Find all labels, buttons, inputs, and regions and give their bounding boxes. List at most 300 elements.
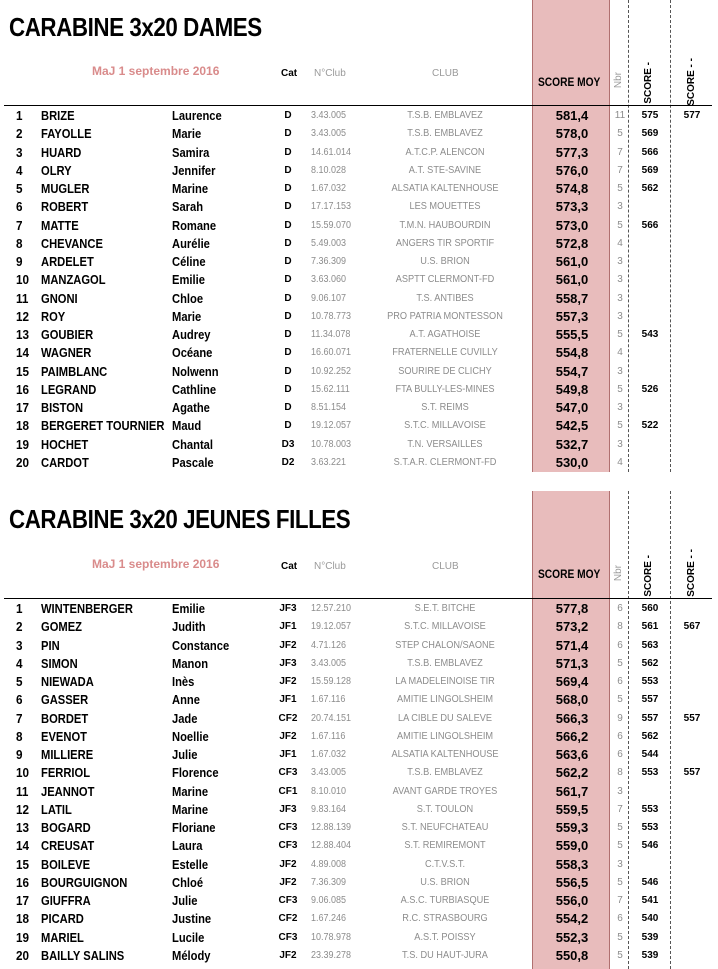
rank: 2 <box>16 619 23 635</box>
rank: 15 <box>16 363 30 379</box>
last-name: CARDOT <box>41 454 89 470</box>
header-score-moy: SCORE MOY <box>538 567 601 581</box>
rank: 8 <box>16 235 23 251</box>
rank: 5 <box>16 674 23 689</box>
first-name: Marie <box>172 308 202 324</box>
score-moy: 578,0 <box>555 126 589 142</box>
nbr: 5 <box>617 840 623 852</box>
nbr: 3 <box>617 201 623 213</box>
nbr: 5 <box>617 383 623 395</box>
club-number: 10.78.773 <box>311 310 352 322</box>
table-row <box>0 326 718 344</box>
table-row <box>0 764 718 782</box>
first-name: Marine <box>172 783 209 799</box>
rank: 2 <box>16 126 23 142</box>
score-1: 575 <box>641 110 659 121</box>
last-name: ROBERT <box>41 199 89 215</box>
rank: 17 <box>16 893 30 908</box>
nbr: 3 <box>617 858 623 870</box>
table-row <box>0 929 718 947</box>
club-number: 4.71.126 <box>311 639 347 651</box>
section-title: CARABINE 3x20 JEUNES FILLES <box>9 504 351 534</box>
score-1: 539 <box>641 949 659 961</box>
table-row <box>0 618 718 636</box>
club-number: 7.36.309 <box>311 256 347 267</box>
nbr: 3 <box>617 256 623 267</box>
score-1: 557 <box>641 694 659 706</box>
club-number: 8.10.010 <box>311 785 347 797</box>
club-name: T.S. ANTIBES <box>416 292 474 304</box>
nbr: 5 <box>617 876 623 888</box>
score-moy: 581,4 <box>555 108 589 123</box>
category: D <box>284 420 292 432</box>
score-2: 557 <box>683 712 701 724</box>
score-moy: 558,7 <box>555 290 589 306</box>
score-moy: 574,8 <box>555 181 589 196</box>
rank: 1 <box>16 601 23 616</box>
score-1: 544 <box>641 749 659 760</box>
category: D <box>284 292 292 304</box>
nbr: 8 <box>617 767 623 779</box>
table-row <box>0 801 718 819</box>
last-name: WAGNER <box>41 345 92 361</box>
score-2: 577 <box>683 110 701 121</box>
category: JF2 <box>279 676 297 687</box>
category: D <box>284 256 292 267</box>
section-dames <box>0 0 718 480</box>
header-nbr: Nbr <box>613 565 624 582</box>
club-number: 19.12.057 <box>311 420 352 432</box>
last-name: MUGLER <box>41 181 90 196</box>
last-name: BORDET <box>41 710 89 726</box>
last-name: FERRIOL <box>41 765 91 781</box>
club-name: U.S. BRION <box>420 256 470 267</box>
category: D <box>284 365 292 377</box>
last-name: CREUSAT <box>41 838 95 854</box>
rank: 6 <box>16 692 23 708</box>
first-name: Laura <box>172 838 203 854</box>
club-number: 3.43.005 <box>311 110 347 121</box>
score-moy: 561,0 <box>555 272 589 288</box>
score-moy: 552,3 <box>555 929 589 945</box>
score-moy: 532,7 <box>555 436 589 452</box>
club-number: 8.10.028 <box>311 164 347 176</box>
header-cat: Cat <box>281 561 298 572</box>
club-name: S.T. NEUFCHATEAU <box>401 822 489 833</box>
last-name: HUARD <box>41 144 82 160</box>
category: JF2 <box>279 876 297 888</box>
club-number: 1.67.116 <box>311 694 346 706</box>
category: CF3 <box>278 895 298 906</box>
table-row <box>0 381 718 399</box>
first-name: Manon <box>172 655 209 671</box>
score-moy: 572,8 <box>555 235 589 251</box>
table-row <box>0 308 718 326</box>
club-number: 8.51.154 <box>311 402 347 413</box>
category: D <box>284 274 292 286</box>
nbr: 5 <box>617 657 623 669</box>
category: CF2 <box>278 712 298 724</box>
table-row <box>0 144 718 162</box>
header-club: CLUB <box>432 561 459 572</box>
category: D <box>284 201 292 213</box>
score-1: 543 <box>641 329 659 340</box>
section-title: CARABINE 3x20 DAMES <box>9 12 262 42</box>
nbr: 6 <box>617 730 623 742</box>
table-row <box>0 125 718 143</box>
score-moy: 555,5 <box>555 327 589 342</box>
nbr: 5 <box>617 931 623 943</box>
club-name: T.S.B. EMBLAVEZ <box>407 767 483 779</box>
last-name: ROY <box>41 308 66 324</box>
score-moy: 573,3 <box>555 199 589 215</box>
first-name: Cathline <box>172 381 217 397</box>
first-name: Marie <box>172 126 202 142</box>
club-number: 3.43.005 <box>311 767 347 779</box>
score-1: 566 <box>641 219 659 231</box>
first-name: Noellie <box>172 728 209 744</box>
first-name: Jade <box>172 710 198 726</box>
last-name: BOURGUIGNON <box>41 874 128 890</box>
nbr: 6 <box>617 639 623 651</box>
category: D2 <box>281 456 295 468</box>
category: CF2 <box>278 913 298 925</box>
last-name: MATTE <box>41 217 79 233</box>
table-row <box>0 600 718 618</box>
first-name: Constance <box>172 637 230 653</box>
nbr: 6 <box>617 913 623 925</box>
rank: 14 <box>16 345 30 361</box>
first-name: Aurélie <box>172 235 210 251</box>
club-number: 9.06.085 <box>311 895 347 906</box>
last-name: NIEWADA <box>41 674 94 689</box>
last-name: GOUBIER <box>41 327 94 342</box>
nbr: 7 <box>617 895 623 906</box>
category: JF3 <box>279 803 297 815</box>
nbr: 6 <box>617 749 623 760</box>
club-name: A.T.C.P. ALENCON <box>405 146 485 158</box>
rank: 8 <box>16 728 23 744</box>
first-name: Floriane <box>172 820 216 835</box>
rank: 7 <box>16 710 23 726</box>
first-name: Chantal <box>172 436 213 452</box>
rank: 18 <box>16 418 30 434</box>
rank: 17 <box>16 400 30 415</box>
score-moy: 559,5 <box>555 801 589 817</box>
header-score-2: SCORE - - <box>686 58 697 106</box>
score-1: 561 <box>641 621 659 633</box>
first-name: Mélody <box>172 947 211 963</box>
score-2: 567 <box>683 621 701 633</box>
first-name: Justine <box>172 911 212 927</box>
header-score-moy: SCORE MOY <box>538 75 601 89</box>
club-number: 1.67.032 <box>311 183 347 194</box>
club-name: ANGERS TIR SPORTIF <box>395 237 495 249</box>
club-number: 15.59.128 <box>311 676 352 687</box>
score-moy: 559,3 <box>555 820 589 835</box>
club-number: 9.06.107 <box>311 292 347 304</box>
club-name: S.T.C. MILLAVOISE <box>404 420 486 432</box>
table-row <box>0 253 718 271</box>
score-1: 553 <box>641 803 659 815</box>
club-name: A.T. STE-SAVINE <box>408 164 482 176</box>
club-name: T.S.B. EMBLAVEZ <box>407 128 483 140</box>
club-number: 17.17.153 <box>311 201 352 213</box>
score-1: 540 <box>641 913 659 925</box>
table-row <box>0 436 718 454</box>
first-name: Laurence <box>172 108 222 123</box>
club-number: 5.49.003 <box>311 237 347 249</box>
club-number: 1.67.032 <box>311 749 347 760</box>
first-name: Inès <box>172 674 195 689</box>
first-name: Samira <box>172 144 210 160</box>
first-name: Océane <box>172 345 213 361</box>
rank: 19 <box>16 436 30 452</box>
last-name: LEGRAND <box>41 381 97 397</box>
last-name: FAYOLLE <box>41 126 92 142</box>
club-number: 3.63.060 <box>311 274 347 286</box>
club-name: SOURIRE DE CLICHY <box>398 365 492 377</box>
first-name: Audrey <box>172 327 211 342</box>
category: JF1 <box>279 694 297 706</box>
nbr: 5 <box>617 949 623 961</box>
first-name: Agathe <box>172 400 210 415</box>
rank: 18 <box>16 911 30 927</box>
table-row <box>0 892 718 910</box>
club-name: A.S.T. POISSY <box>414 931 476 943</box>
first-name: Romane <box>172 217 217 233</box>
category: D <box>284 219 292 231</box>
table-row <box>0 235 718 253</box>
last-name: WINTENBERGER <box>41 601 133 616</box>
category: JF2 <box>279 858 297 870</box>
club-number: 15.59.070 <box>311 219 352 231</box>
category: JF1 <box>279 749 297 760</box>
score-1: 562 <box>641 183 659 194</box>
club-name: T.S. DU HAUT-JURA <box>402 949 488 961</box>
score-1: 557 <box>641 712 659 724</box>
score-moy: 566,2 <box>555 728 589 744</box>
club-number: 10.78.003 <box>311 438 352 450</box>
table-row <box>0 637 718 655</box>
header-score-1: SCORE - <box>643 555 654 597</box>
club-name: LES MOUETTES <box>409 201 481 213</box>
club-name: C.T.V.S.T. <box>424 858 466 870</box>
score-moy: 568,0 <box>555 692 589 708</box>
header-cat: Cat <box>281 68 298 79</box>
last-name: EVENOT <box>41 728 87 744</box>
club-number: 23.39.278 <box>311 949 352 961</box>
category: D <box>284 183 292 194</box>
first-name: Jennifer <box>172 162 216 178</box>
category: D <box>284 110 292 121</box>
score-moy: 561,7 <box>555 783 589 799</box>
update-date: MaJ 1 septembre 2016 <box>92 64 220 78</box>
rank: 10 <box>16 765 30 781</box>
category: JF1 <box>279 621 297 633</box>
first-name: Julie <box>172 747 198 762</box>
nbr: 6 <box>617 676 623 687</box>
header-club: CLUB <box>432 68 459 79</box>
score-moy: 566,3 <box>555 710 589 726</box>
first-name: Julie <box>172 893 198 908</box>
score-moy: 530,0 <box>555 454 589 470</box>
score-moy: 558,3 <box>555 856 589 872</box>
section-jeunes-filles <box>0 491 718 969</box>
nbr: 5 <box>617 694 623 706</box>
nbr: 5 <box>617 183 623 194</box>
rank: 12 <box>16 308 30 324</box>
last-name: SIMON <box>41 655 78 671</box>
table-row <box>0 947 718 965</box>
club-number: 9.83.164 <box>311 803 347 815</box>
rank: 20 <box>16 454 30 470</box>
last-name: PICARD <box>41 911 84 927</box>
club-name: LA CIBLE DU SALEVE <box>397 712 493 724</box>
update-date: MaJ 1 septembre 2016 <box>92 557 220 571</box>
rank: 5 <box>16 181 23 196</box>
last-name: BRIZE <box>41 108 75 123</box>
rank: 1 <box>16 108 23 123</box>
last-name: PAIMBLANC <box>41 363 108 379</box>
club-number: 1.67.246 <box>311 913 347 925</box>
first-name: Emilie <box>172 601 205 616</box>
table-row <box>0 728 718 746</box>
club-number: 7.36.309 <box>311 876 347 888</box>
score-moy: 554,7 <box>555 363 589 379</box>
table-row <box>0 746 718 764</box>
club-name: AMITIE LINGOLSHEIM <box>396 730 494 742</box>
club-name: T.S.B. EMBLAVEZ <box>407 110 483 121</box>
rank: 16 <box>16 874 30 890</box>
club-name: S.T.A.R. CLERMONT-FD <box>393 456 497 468</box>
club-name: S.T. REMIREMONT <box>404 840 486 852</box>
rank: 11 <box>16 290 29 306</box>
rank: 4 <box>16 162 23 178</box>
nbr: 9 <box>617 712 623 724</box>
score-1: 522 <box>641 420 659 432</box>
table-row <box>0 290 718 308</box>
rank: 9 <box>16 747 23 762</box>
category: JF2 <box>279 949 297 961</box>
score-1: 541 <box>641 895 659 906</box>
score-moy: 571,4 <box>555 637 589 653</box>
table-row <box>0 710 718 728</box>
category: D3 <box>281 438 295 450</box>
score-moy: 563,6 <box>555 747 589 762</box>
nbr: 4 <box>617 237 623 249</box>
club-number: 12.57.210 <box>311 603 352 614</box>
score-1: 546 <box>641 840 659 852</box>
score-moy: 556,5 <box>555 874 589 890</box>
score-moy: 549,8 <box>555 381 589 397</box>
first-name: Judith <box>172 619 206 635</box>
club-name: R.C. STRASBOURG <box>402 913 488 925</box>
club-name: S.T. TOULON <box>416 803 474 815</box>
nbr: 3 <box>617 365 623 377</box>
nbr: 8 <box>617 621 623 633</box>
table-row <box>0 691 718 709</box>
first-name: Pascale <box>172 454 214 470</box>
nbr: 3 <box>617 310 623 322</box>
rank: 9 <box>16 254 23 269</box>
nbr: 3 <box>617 292 623 304</box>
rank: 10 <box>16 272 30 288</box>
table-row <box>0 874 718 892</box>
first-name: Lucile <box>172 929 205 945</box>
score-2: 557 <box>683 767 701 779</box>
first-name: Florence <box>172 765 219 781</box>
score-1: 553 <box>641 822 659 833</box>
club-name: FTA BULLY-LES-MINES <box>395 383 495 395</box>
rank: 13 <box>16 820 30 835</box>
last-name: BAILLY SALINS <box>41 947 125 963</box>
category: JF3 <box>279 603 297 614</box>
rank: 3 <box>16 144 23 160</box>
club-name: U.S. BRION <box>420 876 470 888</box>
nbr: 4 <box>617 347 623 359</box>
table-row <box>0 399 718 417</box>
rank: 16 <box>16 381 30 397</box>
score-1: 569 <box>641 164 659 176</box>
score-moy: 571,3 <box>555 655 589 671</box>
score-1: 526 <box>641 383 659 395</box>
first-name: Sarah <box>172 199 204 215</box>
first-name: Maud <box>172 418 202 434</box>
club-name: ALSATIA KALTENHOUSE <box>391 183 499 194</box>
score-moy: 562,2 <box>555 765 589 781</box>
header-nbr: Nbr <box>613 72 624 89</box>
club-number: 3.43.005 <box>311 657 347 669</box>
score-1: 546 <box>641 876 659 888</box>
last-name: GASSER <box>41 692 89 708</box>
nbr: 5 <box>617 219 623 231</box>
rank: 6 <box>16 199 23 215</box>
club-name: PRO PATRIA MONTESSON <box>387 310 503 322</box>
score-1: 562 <box>641 730 659 742</box>
club-name: AMITIE LINGOLSHEIM <box>396 694 494 706</box>
last-name: BISTON <box>41 400 84 415</box>
club-name: T.S.B. EMBLAVEZ <box>407 657 483 669</box>
club-name: A.T. AGATHOISE <box>409 329 481 340</box>
first-name: Estelle <box>172 856 209 872</box>
score-1: 553 <box>641 676 659 687</box>
club-name: ALSATIA KALTENHOUSE <box>391 749 499 760</box>
score-moy: 554,2 <box>555 911 589 927</box>
nbr: 5 <box>617 128 623 140</box>
club-number: 3.63.221 <box>311 456 347 468</box>
last-name: BOILEVE <box>41 856 91 872</box>
rank: 7 <box>16 217 23 233</box>
table-row <box>0 162 718 180</box>
score-moy: 576,0 <box>555 162 589 178</box>
score-moy: 573,0 <box>555 217 589 233</box>
score-1: 563 <box>641 639 659 651</box>
table-row <box>0 837 718 855</box>
score-moy: 557,3 <box>555 308 589 324</box>
club-name: S.E.T. BITCHE <box>414 603 476 614</box>
club-name: S.T.C. MILLAVOISE <box>404 621 486 633</box>
score-moy: 554,8 <box>555 345 589 361</box>
rank: 19 <box>16 929 30 945</box>
club-name: ASPTT CLERMONT-FD <box>395 274 495 286</box>
rank: 15 <box>16 856 30 872</box>
club-number: 16.60.071 <box>311 347 352 359</box>
table-row <box>0 363 718 381</box>
score-moy: 569,4 <box>555 674 589 689</box>
last-name: BOGARD <box>41 820 91 835</box>
nbr: 7 <box>617 803 623 815</box>
